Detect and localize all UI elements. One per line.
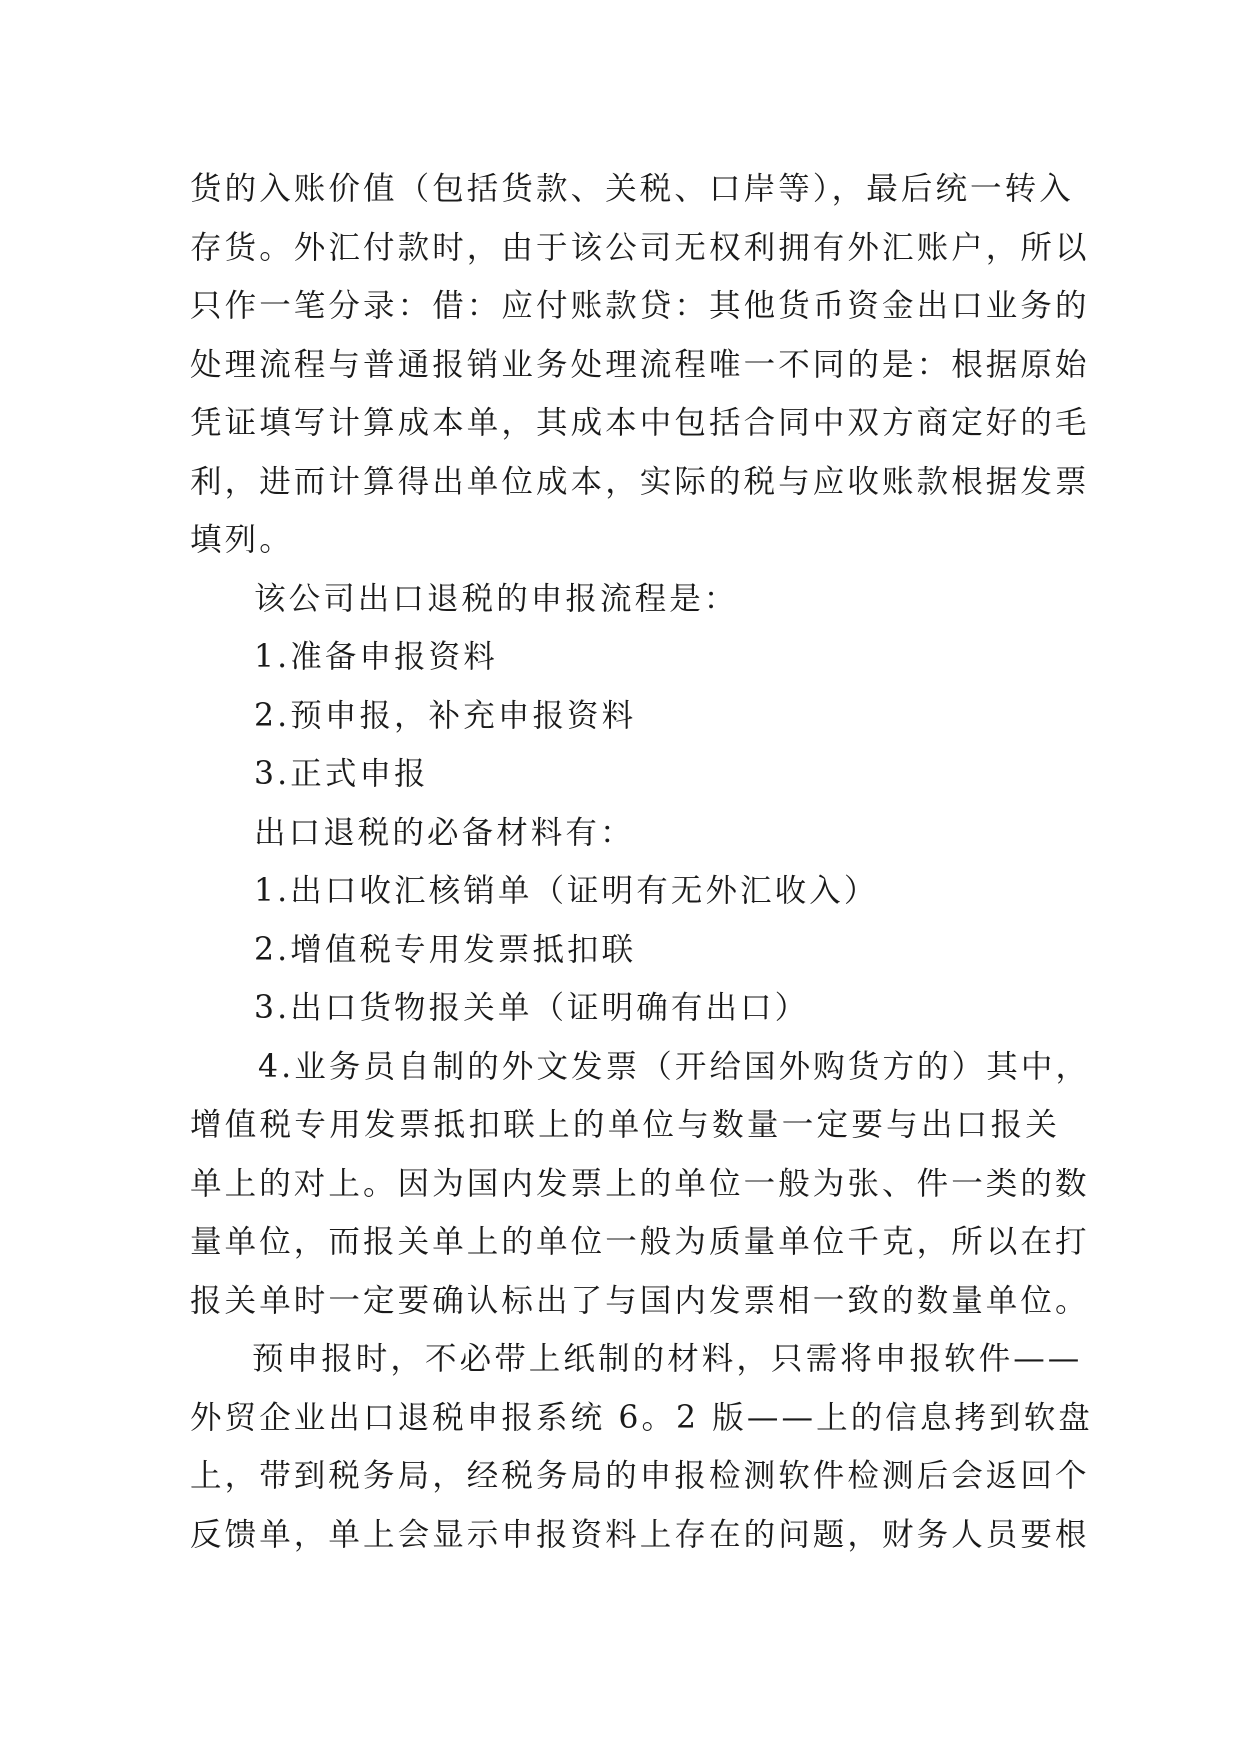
text-line: 报关单时一定要确认标出了与国内发票相一致的数量单位。 — [190, 1282, 1090, 1319]
list-item: 1.出口收汇核销单（证明有无外汇收入） — [254, 873, 879, 909]
text-line: 填列。 — [190, 522, 294, 558]
list-item: 2.增值税专用发票抵扣联 — [254, 931, 637, 968]
list-item: 1.准备申报资料 — [254, 639, 498, 675]
text-line: 利，进而计算得出单位成本，实际的税与应收账款根据发票 — [190, 463, 1090, 500]
text-line: 增值税专用发票抵扣联上的单位与数量一定要与出口报关 — [190, 1107, 1060, 1143]
body-text — [190, 160, 1093, 1564]
section-heading: 该公司出口退税的申报流程是： — [254, 580, 739, 617]
list-item: 4.业务员自制的外文发票（开给国外购货方的）其中， — [258, 1048, 1091, 1085]
section-heading: 出口退税的必备材料有： — [254, 814, 635, 851]
text-line: 存货。外汇付款时，由于该公司无权利拥有外汇账户，所以 — [190, 229, 1090, 266]
text-line: 单上的对上。因为国内发票上的单位一般为张、件一类的数 — [190, 1165, 1090, 1202]
text-line: 上，带到税务局，经税务局的申报检测软件检测后会返回个 — [190, 1458, 1090, 1494]
text-line: 外贸企业出口退税申报系统 6。2 版——上的信息拷到软盘 — [190, 1399, 1093, 1436]
text-line: 处理流程与普通报销业务处理流程唯一不同的是：根据原始 — [190, 346, 1090, 383]
paragraph-start: 预申报时，不必带上纸制的材料，只需将申报软件—— — [252, 1341, 1083, 1377]
list-item: 3.正式申报 — [254, 756, 429, 792]
list-item: 2.预申报，补充申报资料 — [254, 697, 637, 734]
list-item: 3.出口货物报关单（证明确有出口） — [254, 990, 810, 1026]
text-line: 只作一笔分录：借：应付账款贷：其他货币资金出口业务的 — [190, 288, 1090, 324]
text-line: 反馈单，单上会显示申报资料上存在的问题，财务人员要根 — [190, 1516, 1090, 1553]
text-line: 凭证填写计算成本单，其成本中包括合同中双方商定好的毛 — [190, 405, 1090, 441]
text-line: 量单位，而报关单上的单位一般为质量单位千克，所以在打 — [190, 1224, 1090, 1260]
text-line: 货的入账价值（包括货款、关税、口岸等），最后统一转入 — [190, 171, 1074, 207]
